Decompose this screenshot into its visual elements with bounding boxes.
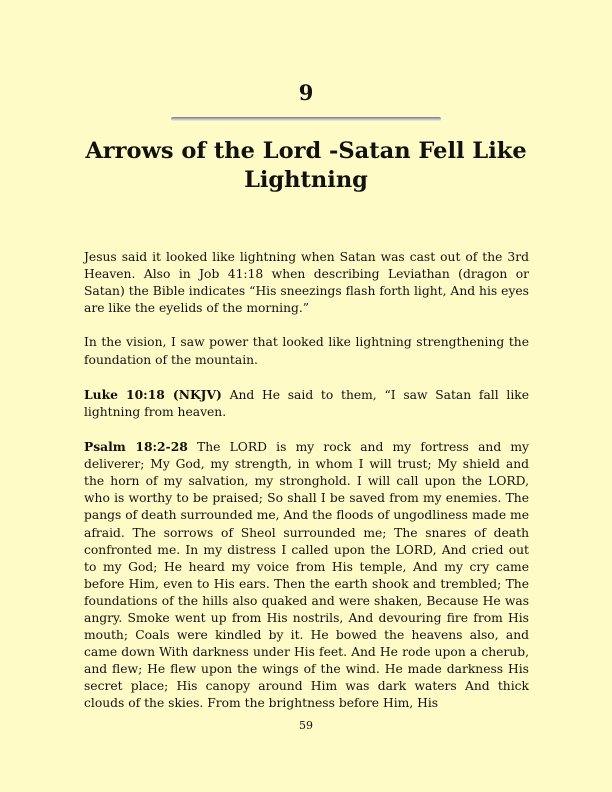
body-text [84, 249, 529, 730]
chapter-title: Arrows of the Lord -Satan Fell Like Lightning [85, 138, 527, 193]
paragraph-psalm [84, 438, 529, 713]
chapter-divider [171, 117, 441, 121]
paragraph-text: And He said to them, “I saw Satan fall like lightning from heaven. [84, 387, 529, 419]
paragraph-text: In the vision, I saw power that looked like lightning strengthening the foundation of the mountain. [84, 335, 529, 367]
chapter-number: 9 [298, 80, 314, 105]
page-number: 59 [299, 719, 313, 732]
paragraph-text: The LORD is my rock and my fortress and my deliverer; My God, my strength, in whom I will trust; My shield and the horn of my salvation, my stronghold. I will call upon the LORD, who is worthy to be praised; So shall I be saved from my enemies. The pangs of death surrounded me, And the floods of ungodliness made me afraid. The sorrows of Sheol surrounded me; The snares of death confronted me. In my distress I called upon the LORD, And cried out to my God; He heard my voice from His temple, And my cry came before Him, even to His ears. Then the earth shook and trembled; The foundations of the hills also quaked and were shaken, Because He was angry. Smoke went up from His nostrils, And devouring fire from His mouth; Coals were kindled by it. He bowed the heavens also, and came down With darkness under His feet. And He rode upon a cherub, and flew; He flew upon the wings of the wind. He made darkness His secret place; His canopy around Him was dark waters And thick clouds of the skies. From the brightness before Him, His [84, 440, 529, 711]
paragraph-intro [84, 249, 529, 317]
paragraph-vision [84, 334, 529, 368]
paragraph-text: Jesus said it looked like lightning when Satan was cast out of the 3rd Heaven. Also in Job 41:18 when describing Leviathan (dragon or Satan) the Bible indicates “His sneezings flash forth light, And his eyes are like the eyelids of the morning.” [84, 250, 529, 316]
scripture-reference: Psalm 18:2-28 [84, 439, 188, 455]
scripture-reference: Luke 10:18 (NKJV) [84, 386, 222, 402]
paragraph-luke [84, 386, 529, 421]
